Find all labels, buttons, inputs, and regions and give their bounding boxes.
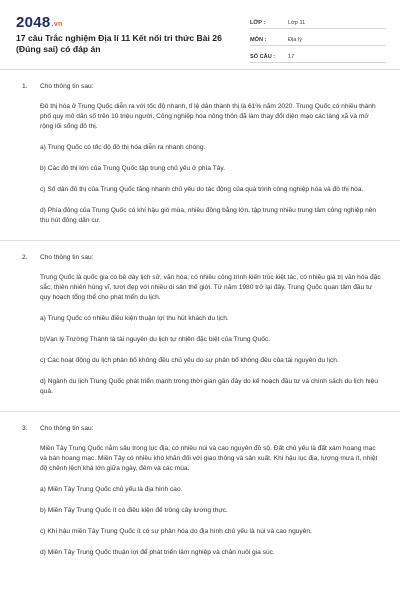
question-divider bbox=[0, 240, 400, 241]
meta-key: LỚP : bbox=[250, 20, 266, 26]
meta-value: Địa lý bbox=[288, 37, 302, 43]
question-list bbox=[22, 80, 382, 568]
document-title: 17 câu Trắc nghiệm Địa lí 11 Kết nối tri thức Bài 26 (Đúng sai) có đáp án bbox=[16, 33, 222, 54]
question-1 bbox=[22, 80, 382, 241]
question-number: 2. bbox=[22, 253, 28, 261]
question-head bbox=[22, 422, 382, 434]
option-b[interactable]: b) Các đô thị lớn của Trung Quốc tập trung chủ yếu ở phía Tây. bbox=[40, 165, 226, 172]
meta-value: 17 bbox=[288, 54, 295, 60]
option-a[interactable]: a) Miền Tây Trung Quốc chủ yếu là địa hình cao. bbox=[40, 486, 183, 493]
question-head bbox=[22, 251, 382, 263]
meta-key: MÔN : bbox=[250, 37, 267, 43]
option-a[interactable]: a) Trung Quốc có tốc độ đô thị hóa diễn ra nhanh chóng. bbox=[40, 144, 206, 151]
question-3 bbox=[22, 422, 382, 558]
option-d[interactable]: d) Phía đông của Trung Quốc có khí hậu gió mùa, nhiều đồng bằng lớn, tập trung nhiều trung tâm công nghiệp nên thu hút đông dân cư. bbox=[40, 207, 377, 224]
option-a[interactable]: a) Trung Quốc có nhiều điều kiện thuận lợi thu hút khách du lịch. bbox=[40, 315, 229, 322]
logo-suffix: .vn bbox=[51, 21, 63, 28]
question-number: 1. bbox=[22, 82, 28, 90]
header bbox=[0, 0, 400, 66]
option-c[interactable]: c) Khí hậu miền Tây Trung Quốc ít có sự phân hóa do địa hình chủ yếu là núi và cao nguyên. bbox=[40, 528, 312, 535]
meta-info bbox=[250, 14, 386, 65]
question-number: 3. bbox=[22, 424, 28, 432]
header-divider bbox=[0, 69, 400, 70]
option-b[interactable]: b) Miền Tây Trung Quốc ít có điều kiện để trồng cây lương thực. bbox=[40, 507, 228, 514]
meta-row-subject bbox=[250, 31, 386, 46]
option-b[interactable]: b)Vạn lý Trường Thành là tài nguyên du lịch tự nhiên đặc biệt của Trung Quốc. bbox=[40, 336, 271, 343]
question-text: Miền Tây Trung Quốc nằm sâu trong lục địa, có nhiều núi và cao nguyên đồ sộ. Đất chủ yếu là đất xám hoang mạc và bán hoang mạc. Miền Tây có nhiều khó khăn đối với giao thông và sản xuất. Khí hậu lục địa, lượng mưa ít, nhiệt độ chênh lệch khá lớn giữa ngày, đêm và các mùa. bbox=[40, 445, 378, 472]
meta-value: Lớp 11 bbox=[288, 20, 306, 26]
question-2 bbox=[22, 251, 382, 412]
meta-row-class bbox=[250, 14, 386, 29]
option-d[interactable]: d) Ngành du lịch Trung Quốc phát triển mạnh trong thời gian gần đây do kế hoạch đầu tư và chính sách du lịch hiệu quả. bbox=[40, 378, 378, 395]
question-intro: Cho thông tin sau: bbox=[40, 424, 94, 432]
question-intro: Cho thông tin sau: bbox=[40, 82, 94, 90]
logo-main: 2048 bbox=[16, 14, 51, 31]
option-c[interactable]: c) Các hoạt động du lịch phân bố không đều chủ yếu do sự phân bố không đều của tài nguyên du lịch. bbox=[40, 357, 339, 364]
question-divider bbox=[0, 411, 400, 412]
question-head bbox=[22, 80, 382, 92]
question-text: Trung Quốc là quốc gia có bề dày lịch sử, văn hóa; có nhiều công trình kiến trúc kiệt tác, có nhiều giá trị văn hóa đặc sắc; thiên nhiên hùng vĩ, tươi đẹp với nhiều di sản thế giới. Từ năm 1980 trở lại đây, Trung Quốc quan tâm đầu tư quy hoạch tổng thể cho phát triển du lịch. bbox=[40, 274, 381, 301]
question-text: Đô thị hóa ở Trung Quốc diễn ra với tốc độ nhanh, tỉ lệ dân thành thị là 61% năm 2020. Trung Quốc có nhiều thành phố quy mô dân số trên 10 triệu người. Công nghiệp hóa nông thôn đã làm thay đổi diện mạo các làng xã và mở rộng lối sống đô thị. bbox=[40, 103, 376, 130]
site-logo[interactable] bbox=[16, 14, 63, 31]
meta-key: SỐ CÂU : bbox=[250, 54, 276, 60]
option-c[interactable]: c) Số dân đô thị của Trung Quốc tăng nhanh chủ yếu do tác động của quá trình công nghiệp hóa và đô thị hóa. bbox=[40, 186, 364, 193]
question-intro: Cho thông tin sau: bbox=[40, 253, 94, 261]
meta-row-count bbox=[250, 48, 386, 63]
option-d[interactable]: d) Miền Tây Trung Quốc thuận lợi để phát triển lâm nghiệp và chăn nuôi gia súc. bbox=[40, 549, 275, 556]
